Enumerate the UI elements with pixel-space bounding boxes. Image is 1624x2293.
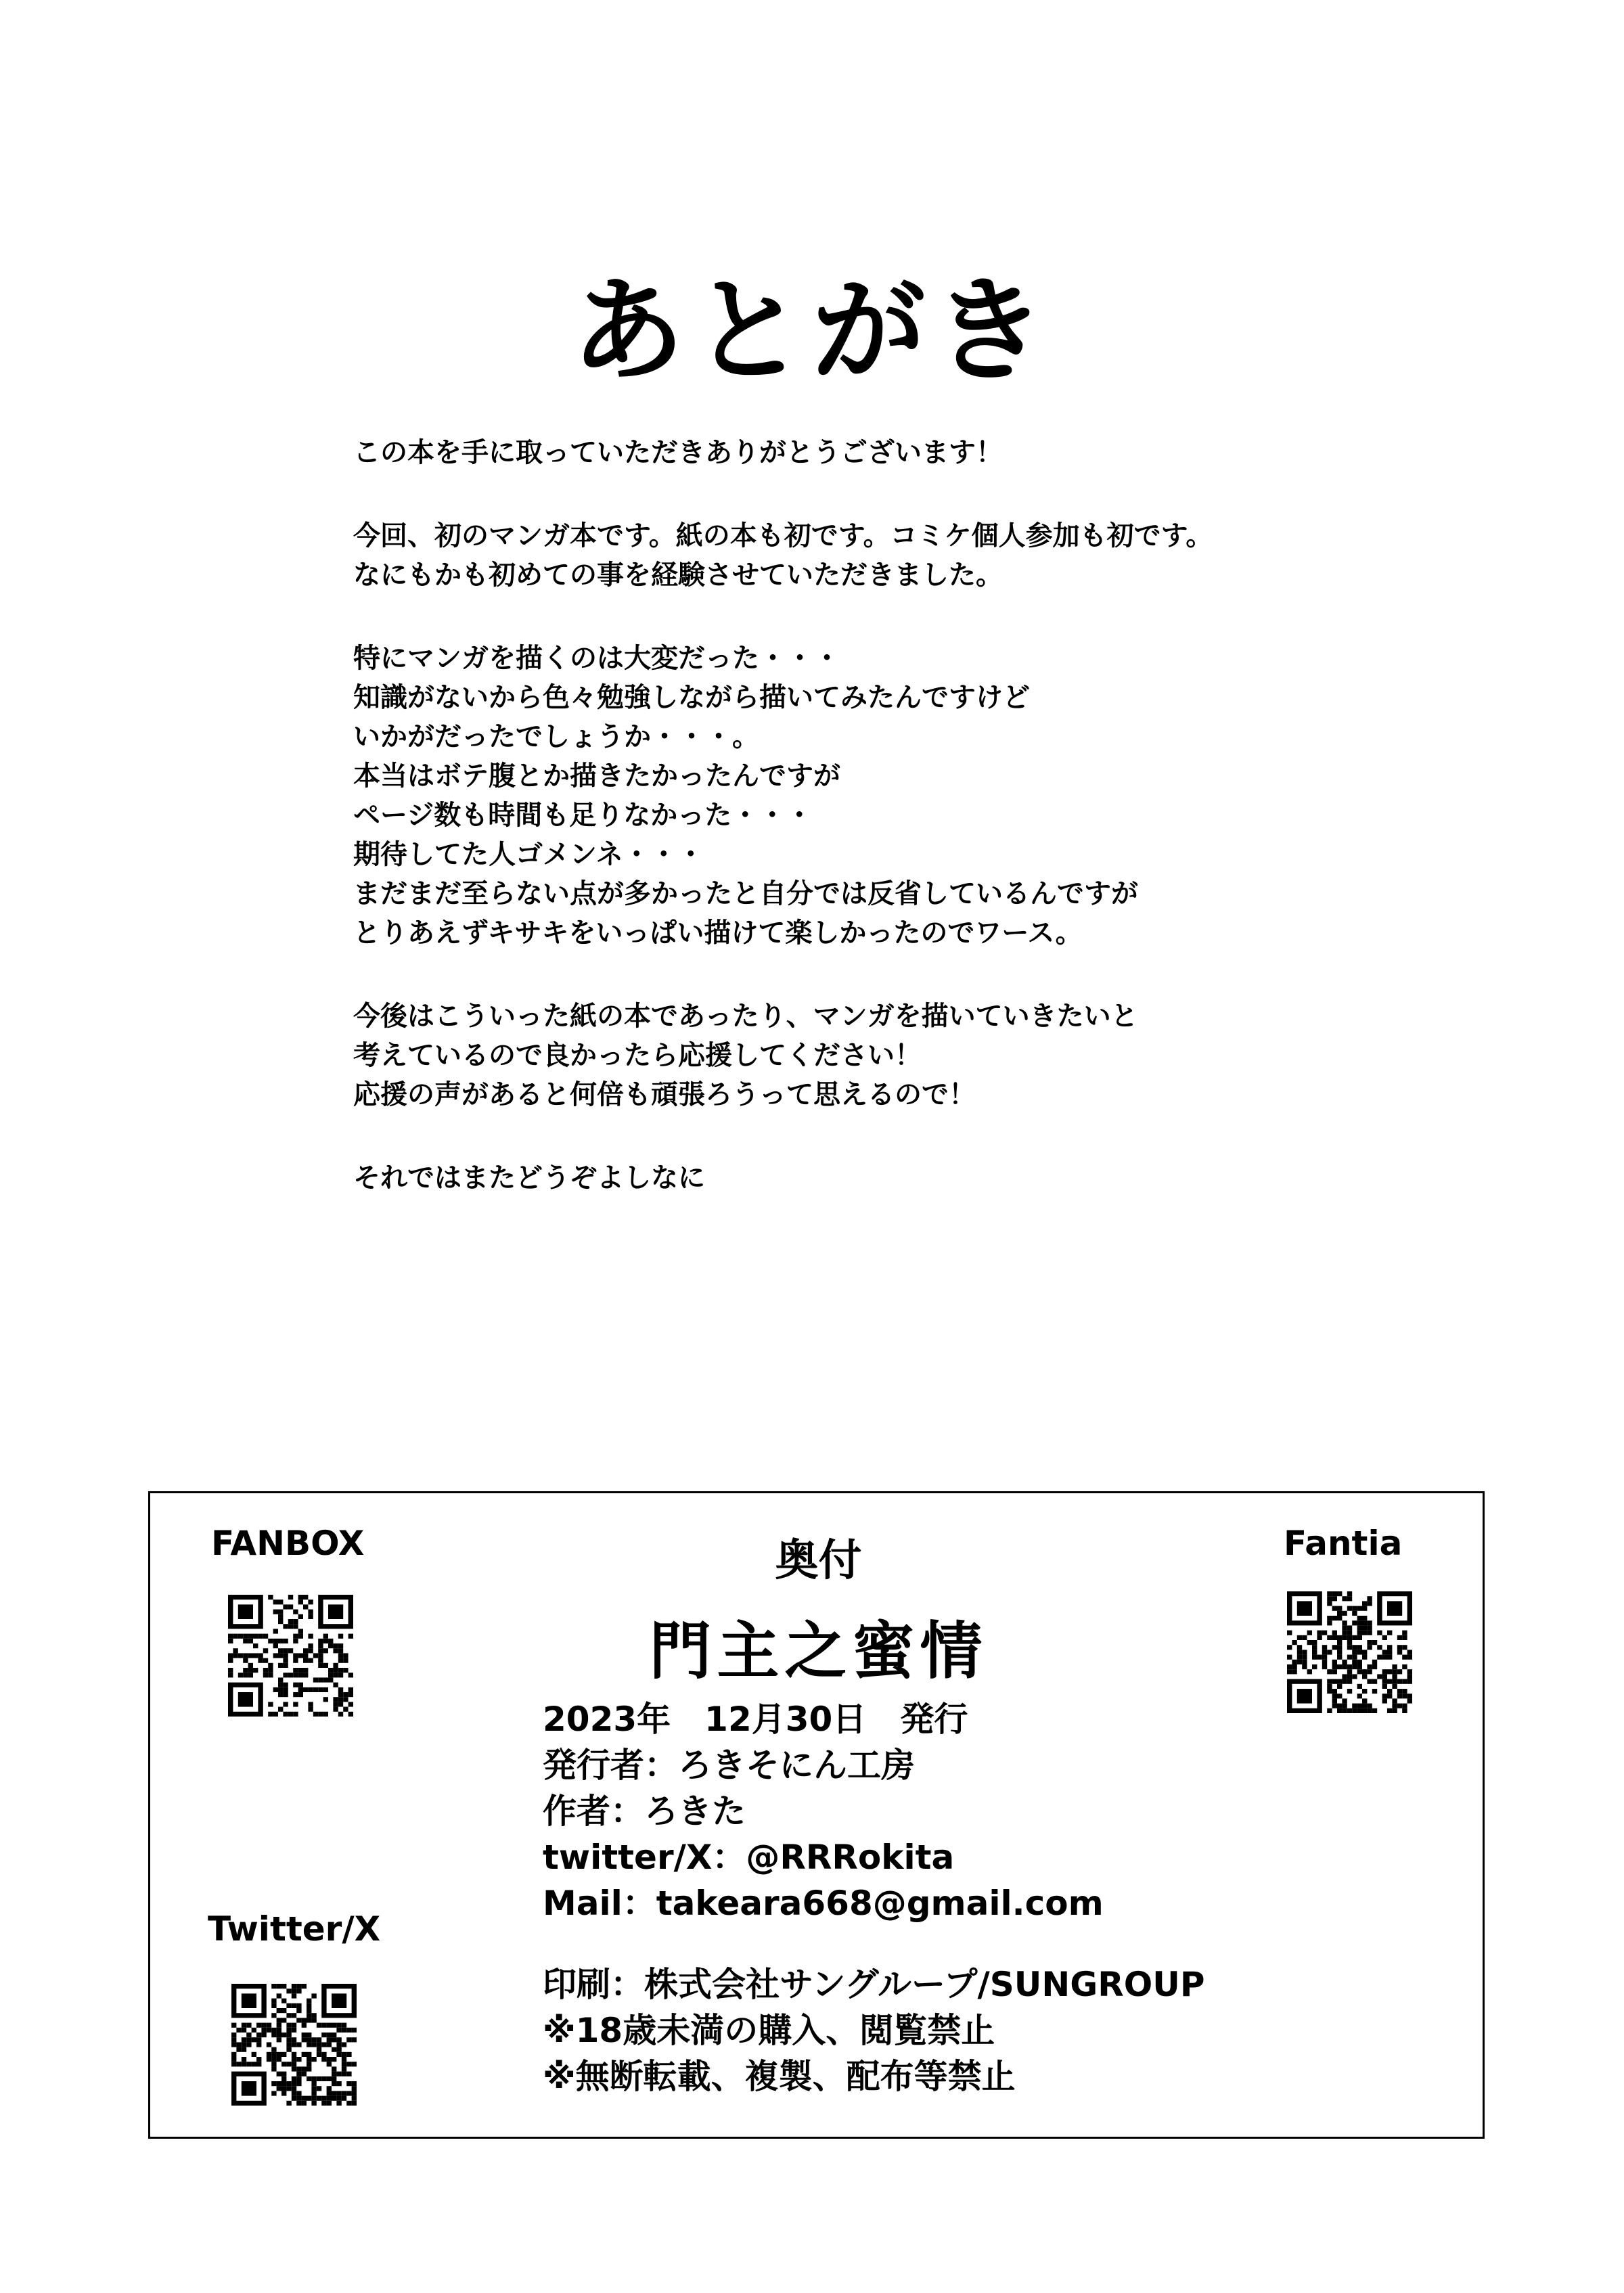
- text-line: 応援の声があると何倍も頑張ろうって思えるので！: [353, 1079, 976, 1110]
- text-line: いかがだったでしょうか・・・。: [353, 721, 759, 752]
- age-restriction-notice: ※18歳未満の購入、閲覧禁止: [543, 2011, 995, 2050]
- text-line: ページ数も時間も足りなかった・・・: [353, 800, 813, 831]
- mail-address: Mail：takeara668@gmail.com: [543, 1884, 1104, 1923]
- text-line: 期待してた人ゴメンネ・・・: [353, 839, 704, 870]
- twitter-qr-code[interactable]: [231, 1984, 357, 2106]
- text-line: 知識がないから色々勉強しながら描いてみたんですけど: [353, 682, 1030, 713]
- paragraph-reflection: [353, 639, 1368, 953]
- publisher: 発行者：ろきそにん工房: [543, 1746, 915, 1785]
- afterword-body: [353, 433, 1368, 1242]
- paragraph-thanks: [353, 433, 1368, 472]
- printer: 印刷：株式会社サングループ/SUNGROUP: [543, 1965, 1205, 2004]
- text-line: 特にマンガを描くのは大変だった・・・: [353, 643, 840, 674]
- text-line: 今回、初のマンガ本です。紙の本も初です。コミケ個人参加も初です。: [353, 520, 1213, 551]
- paragraph-firsts: [353, 516, 1368, 595]
- paragraph-closing: [353, 1158, 1368, 1198]
- text-line: この本を手に取っていただきありがとうございます！: [353, 437, 1003, 468]
- publication-info: [543, 1696, 1422, 2099]
- reproduction-notice: ※無断転載、複製、配布等禁止: [543, 2057, 1016, 2096]
- spacer: [543, 1926, 1422, 1961]
- text-line: それではまたどうぞよしなに: [353, 1162, 705, 1194]
- afterword-title: あとがき: [571, 263, 1053, 397]
- paragraph-future: [353, 997, 1368, 1114]
- colophon-box: [148, 1491, 1485, 2139]
- twitter-handle: twitter/X：@RRRokita: [543, 1838, 955, 1877]
- text-line: 本当はボテ腹とか描きたかったんですが: [353, 760, 840, 792]
- book-title: 門主之蜜情: [649, 1614, 988, 1687]
- text-line: 考えているので良かったら応援してください！: [353, 1040, 922, 1071]
- author: 作者：ろきた: [543, 1792, 746, 1831]
- publish-date: 2023年 12月30日 発行: [543, 1700, 968, 1739]
- qr-code-icon: [231, 1984, 357, 2106]
- fantia-label: Fantia: [1284, 1524, 1403, 1563]
- colophon-heading: 奥付: [775, 1536, 862, 1586]
- fanbox-label: FANBOX: [211, 1524, 365, 1563]
- text-line: 今後はこういった紙の本であったり、マンガを描いていきたいと: [353, 1001, 1138, 1032]
- text-line: なにもかも初めての事を経験させていただきました。: [353, 560, 1003, 591]
- text-line: とりあえずキサキをいっぱい描けて楽しかったのでワース。: [353, 917, 1083, 949]
- text-line: まだまだ至らない点が多かったと自分では反省しているんですが: [353, 878, 1138, 909]
- twitter-label: Twitter/X: [208, 1909, 381, 1949]
